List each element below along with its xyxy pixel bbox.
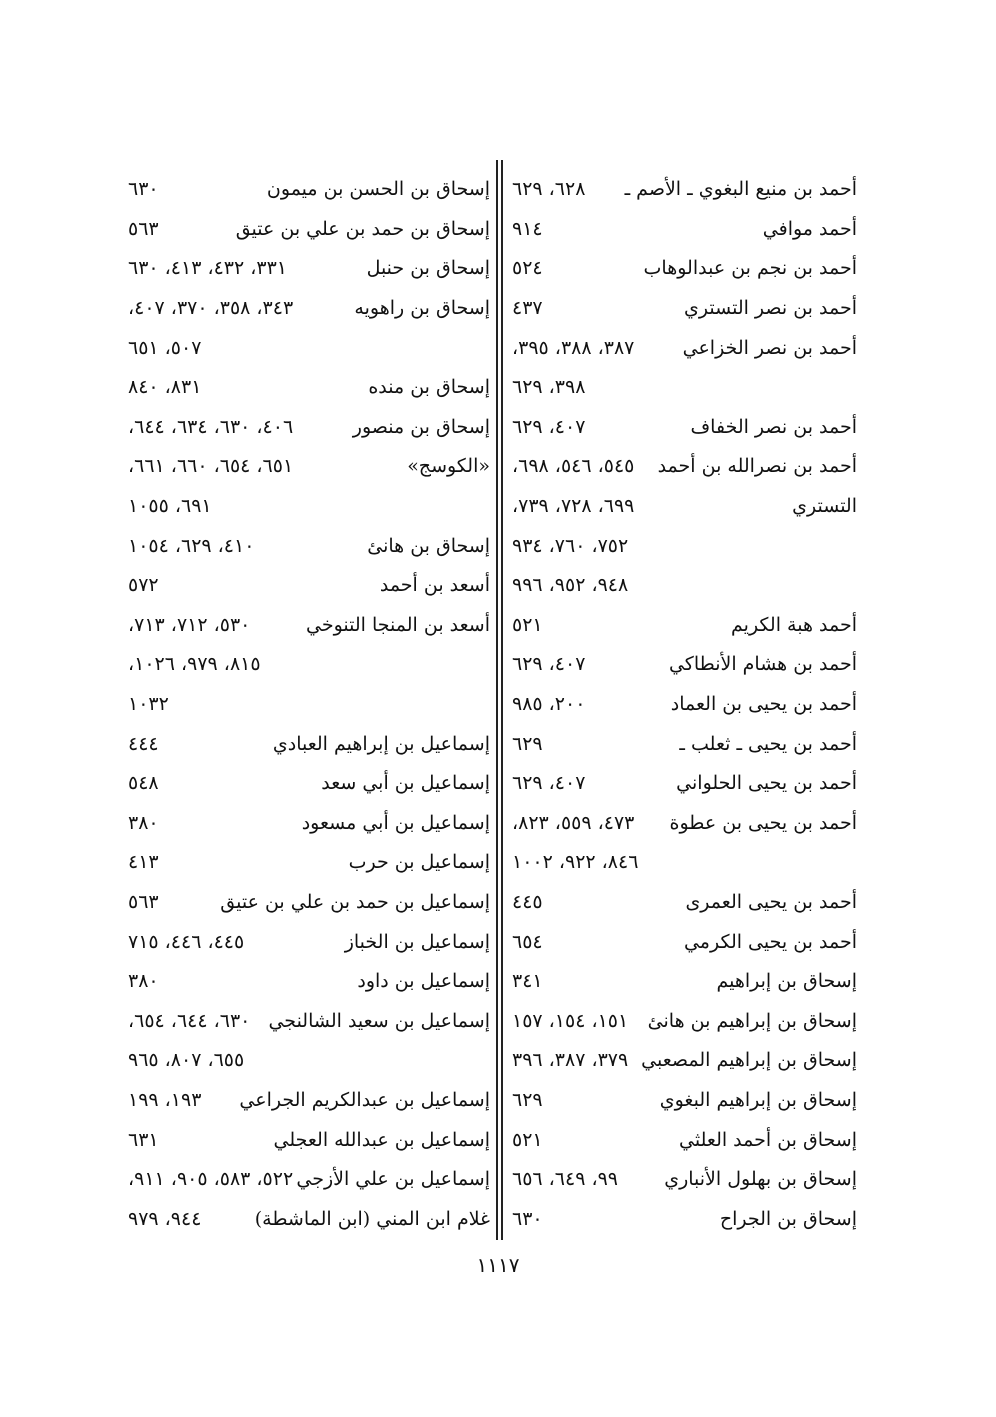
index-entry bbox=[128, 685, 490, 725]
index-entry bbox=[128, 408, 490, 448]
entry-name: إسحاق بن إبراهيم البغوي bbox=[659, 1088, 857, 1111]
entry-pages: ٦٣١ bbox=[128, 1128, 159, 1151]
index-column-left bbox=[128, 170, 490, 1239]
entry-pages: ٨٤٦، ٩٢٢، ١٠٠٢ bbox=[512, 851, 639, 874]
entry-pages: ٨٣١، ٨٤٠ bbox=[128, 376, 202, 399]
entry-pages: ١٩٣، ١٩٩ bbox=[128, 1088, 202, 1111]
index-entry bbox=[128, 170, 490, 210]
index-entry bbox=[512, 1041, 857, 1081]
index-entry bbox=[512, 1001, 857, 1041]
entry-name: إسحاق بن إبراهيم المصعبي bbox=[641, 1049, 857, 1072]
entry-pages: ٦٢٩ bbox=[512, 1088, 543, 1111]
index-entry bbox=[512, 368, 857, 408]
entry-name: إسحاق بن أحمد العلثي bbox=[679, 1128, 857, 1151]
entry-name: أسعد بن المنجا التنوخي bbox=[306, 613, 490, 636]
entry-pages: ٤٤٥ bbox=[512, 890, 543, 913]
entry-pages: ٥٢١ bbox=[512, 1128, 543, 1151]
entry-pages: ٥٢٤ bbox=[512, 257, 543, 280]
index-entry bbox=[512, 606, 857, 646]
entry-name: أحمد بن هشام الأنطاكي bbox=[668, 653, 857, 676]
index-entry bbox=[512, 922, 857, 962]
index-entry bbox=[512, 1160, 857, 1200]
index-column-right bbox=[512, 170, 857, 1239]
index-entry bbox=[512, 408, 857, 448]
entry-pages: ٨١٥، ٩٧٩، ١٠٢٦، bbox=[128, 653, 261, 676]
index-entry bbox=[512, 328, 857, 368]
index-entry bbox=[128, 962, 490, 1002]
entry-pages: ٤٤٤ bbox=[128, 732, 159, 755]
index-entry bbox=[128, 1199, 490, 1239]
entry-pages: ٤٣٧ bbox=[512, 297, 543, 320]
entry-pages: ٥٦٣ bbox=[128, 890, 159, 913]
entry-name: إسحاق بن منده bbox=[368, 376, 490, 399]
entry-name: أحمد بن نجم بن عبدالوهاب bbox=[643, 257, 857, 280]
index-entry bbox=[128, 1081, 490, 1121]
index-entry bbox=[512, 645, 857, 685]
entry-pages: ٩٩، ٦٤٩، ٦٥٦ bbox=[512, 1168, 619, 1191]
entry-pages: ٦٣٠، ٦٤٤، ٦٥٤، bbox=[128, 1009, 251, 1032]
index-entry bbox=[512, 170, 857, 210]
entry-pages: ٤٠٧، ٦٢٩ bbox=[512, 415, 586, 438]
index-entry bbox=[512, 804, 857, 844]
entry-pages: ٩٤٨، ٩٥٢، ٩٩٦ bbox=[512, 574, 629, 597]
entry-pages: ٤٠٧، ٦٢٩ bbox=[512, 772, 586, 795]
index-entry bbox=[128, 447, 490, 487]
entry-name: إسحاق بن حمد بن علي بن عتيق bbox=[235, 217, 490, 240]
index-entry bbox=[512, 566, 857, 606]
index-entry bbox=[512, 883, 857, 923]
entry-name: أسعد بن أحمد bbox=[379, 574, 490, 597]
entry-name: إسحاق بن بهلول الأنباري bbox=[664, 1168, 857, 1191]
index-entry bbox=[512, 1081, 857, 1121]
index-entry bbox=[128, 210, 490, 250]
entry-pages: ٣٣١، ٤٣٢، ٤١٣، ٦٣٠ bbox=[128, 257, 288, 280]
entry-name: «الكوسج» bbox=[407, 455, 490, 478]
index-entry bbox=[512, 526, 857, 566]
index-entry bbox=[512, 724, 857, 764]
entry-name: إسحاق بن الجراح bbox=[719, 1207, 857, 1230]
entry-name: إسحاق بن منصور bbox=[352, 415, 490, 438]
entry-pages: ٣٧٩، ٣٨٧، ٣٩٦ bbox=[512, 1049, 629, 1072]
entry-name: أحمد بن يحيى بن العماد bbox=[670, 693, 857, 716]
entry-pages: ٦٢٨، ٦٢٩ bbox=[512, 178, 586, 201]
index-entry bbox=[512, 289, 857, 329]
entry-pages: ٦٩٩، ٧٢٨، ٧٣٩، bbox=[512, 495, 635, 518]
index-entry bbox=[512, 249, 857, 289]
entry-pages: ٦٥١، ٦٥٤، ٦٦٠، ٦٦١، bbox=[128, 455, 294, 478]
index-entry bbox=[128, 843, 490, 883]
entry-pages: ٣٨٠ bbox=[128, 811, 159, 834]
entry-pages: ٦٣٠ bbox=[512, 1207, 543, 1230]
entry-pages: ٦٥٥، ٨٠٧، ٩٦٥ bbox=[128, 1049, 245, 1072]
index-entry bbox=[512, 1120, 857, 1160]
entry-name: أحمد بن يحيى الكرمي bbox=[683, 930, 857, 953]
entry-pages: ٣٨٠ bbox=[128, 970, 159, 993]
entry-pages: ٤٤٥، ٤٤٦، ٧١٥ bbox=[128, 930, 245, 953]
entry-pages: ١٠٣٢ bbox=[128, 693, 169, 716]
entry-name: إسماعيل بن حرب bbox=[348, 851, 490, 874]
index-entry bbox=[128, 645, 490, 685]
entry-name: أحمد بن يحيى ـ ثعلب ـ bbox=[679, 732, 857, 755]
entry-pages: ٩١٤ bbox=[512, 217, 543, 240]
entry-pages: ٥٢١ bbox=[512, 613, 543, 636]
entry-pages: ٥٦٣ bbox=[128, 217, 159, 240]
entry-pages: ٥٧٢ bbox=[128, 574, 159, 597]
entry-pages: ٤٠٧، ٦٢٩ bbox=[512, 653, 586, 676]
entry-name: إسحاق بن الحسن بن ميمون bbox=[266, 178, 490, 201]
entry-name: إسماعيل بن الخباز bbox=[344, 930, 490, 953]
entry-pages: ٦٢٩ bbox=[512, 732, 543, 755]
index-entry bbox=[128, 606, 490, 646]
index-entry bbox=[512, 487, 857, 527]
entry-pages: ٣٤١ bbox=[512, 970, 543, 993]
index-entry bbox=[512, 1199, 857, 1239]
entry-name: أحمد بن نصر الخفاف bbox=[690, 415, 857, 438]
index-entry bbox=[128, 487, 490, 527]
index-entry bbox=[128, 1160, 490, 1200]
entry-name: إسحاق بن هانئ bbox=[367, 534, 490, 557]
entry-pages: ٥٤٥، ٥٤٦، ٦٩٨، bbox=[512, 455, 635, 478]
divider-line bbox=[496, 160, 498, 1240]
entry-pages: ٥٤٨ bbox=[128, 772, 159, 795]
index-entry bbox=[128, 883, 490, 923]
entry-name: إسماعيل بن أبي سعد bbox=[321, 772, 490, 795]
entry-name: إسماعيل بن داود bbox=[357, 970, 490, 993]
entry-name: أحمد بن يحيى الحلواني bbox=[676, 772, 857, 795]
entry-name: إسماعيل بن علي الأزجي bbox=[296, 1168, 490, 1191]
entry-name: أحمد بن نصر الخزاعي bbox=[682, 336, 857, 359]
entry-name: إسماعيل بن أبي مسعود bbox=[301, 811, 490, 834]
entry-pages: ٩٤٤، ٩٧٩ bbox=[128, 1207, 202, 1230]
index-entry bbox=[512, 210, 857, 250]
index-entry bbox=[128, 526, 490, 566]
entry-pages: ٧٥٢، ٧٦٠، ٩٣٤ bbox=[512, 534, 629, 557]
entry-pages: ٦٩١، ١٠٥٥ bbox=[128, 495, 212, 518]
index-entry bbox=[128, 249, 490, 289]
entry-name: غلام ابن المني (ابن الماشطة) bbox=[254, 1207, 490, 1230]
entry-pages: ٣٩٨، ٦٢٩ bbox=[512, 376, 586, 399]
index-entry bbox=[128, 289, 490, 329]
entry-name: أحمد موافي bbox=[762, 217, 857, 240]
index-entry bbox=[128, 328, 490, 368]
index-entry bbox=[128, 922, 490, 962]
entry-pages: ٣٤٣، ٣٥٨، ٣٧٠، ٤٠٧، bbox=[128, 297, 294, 320]
entry-name: أحمد بن يحيى العمرى bbox=[685, 890, 857, 913]
entry-name: إسماعيل بن عبدالله العجلي bbox=[273, 1128, 490, 1151]
index-entry bbox=[512, 447, 857, 487]
entry-pages: ٤١٣ bbox=[128, 851, 159, 874]
entry-pages: ٦٥٤ bbox=[512, 930, 543, 953]
entry-name: التستري bbox=[792, 495, 857, 518]
index-entry bbox=[512, 685, 857, 725]
entry-name: إسماعيل بن حمد بن علي بن عتيق bbox=[220, 890, 490, 913]
entry-pages: ٦٣٠ bbox=[128, 178, 159, 201]
entry-name: إسحاق بن حنبل bbox=[366, 257, 490, 280]
index-entry bbox=[128, 1001, 490, 1041]
index-entry bbox=[512, 764, 857, 804]
entry-name: إسحاق بن راهويه bbox=[354, 297, 490, 320]
index-entry bbox=[128, 1041, 490, 1081]
index-entry bbox=[512, 962, 857, 1002]
page-number: ١١١٧ bbox=[476, 1253, 520, 1277]
index-entry bbox=[128, 804, 490, 844]
column-divider bbox=[496, 160, 504, 1240]
entry-pages: ٤٠٦، ٦٣٠، ٦٣٤، ٦٤٤، bbox=[128, 415, 294, 438]
entry-name: أحمد بن نصر التستري bbox=[684, 297, 857, 320]
entry-name: إسماعيل بن سعيد الشالنجي bbox=[268, 1009, 490, 1032]
entry-name: أحمد بن يحيى بن عطوة bbox=[669, 811, 857, 834]
entry-name: أحمد هبة الكريم bbox=[731, 613, 857, 636]
entry-name: أحمد بن نصرالله بن أحمد bbox=[657, 455, 857, 478]
index-entry bbox=[128, 1120, 490, 1160]
entry-pages: ٤١٠، ٦٢٩، ١٠٥٤ bbox=[128, 534, 255, 557]
index-entry bbox=[128, 368, 490, 408]
entry-name: إسحاق بن إبراهيم bbox=[716, 970, 857, 993]
divider-line bbox=[501, 160, 503, 1240]
entry-name: إسماعيل بن عبدالكريم الجراعي bbox=[239, 1088, 490, 1111]
index-entry bbox=[128, 764, 490, 804]
entry-pages: ٢٠٠، ٩٨٥ bbox=[512, 693, 586, 716]
index-entry bbox=[128, 724, 490, 764]
entry-name: إسماعيل بن إبراهيم العبادي bbox=[272, 732, 490, 755]
entry-pages: ١٥١، ١٥٤، ١٥٧ bbox=[512, 1009, 629, 1032]
index-entry bbox=[128, 566, 490, 606]
entry-pages: ٥٣٠، ٧١٢، ٧١٣، bbox=[128, 613, 251, 636]
entry-pages: ٥٢٢، ٥٨٣، ٩٠٥، ٩١١، bbox=[128, 1168, 294, 1191]
index-entry bbox=[512, 843, 857, 883]
entry-pages: ٤٧٣، ٥٥٩، ٨٢٣، bbox=[512, 811, 635, 834]
entry-pages: ٣٨٧، ٣٨٨، ٣٩٥، bbox=[512, 336, 635, 359]
entry-name: أحمد بن منيع البغوي ـ الأصم ـ bbox=[624, 178, 857, 201]
entry-pages: ٥٠٧، ٦٥١ bbox=[128, 336, 202, 359]
entry-name: إسحاق بن إبراهيم بن هانئ bbox=[647, 1009, 857, 1032]
